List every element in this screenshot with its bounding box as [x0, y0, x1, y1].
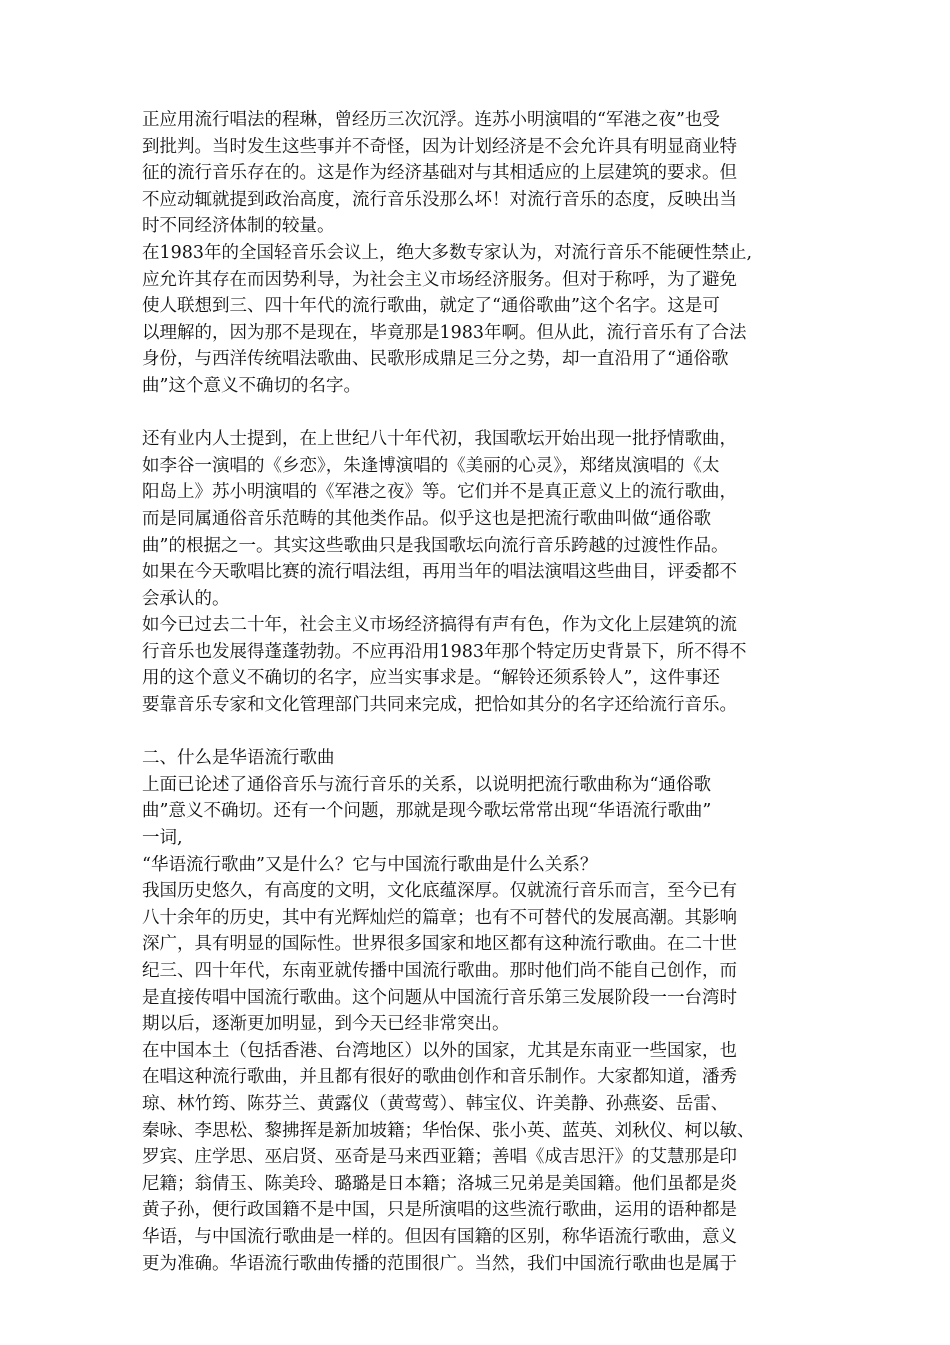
text-line: 阳岛上》苏小明演唱的《军港之夜》等。它们并不是真正意义上的流行歌曲，: [142, 482, 737, 503]
text-line: 秦咏、李思松、黎拂挥是新加坡籍；华怡保、张小英、蓝英、刘秋仪、柯以敏、: [142, 1120, 755, 1141]
text-line: 是直接传唱中国流行歌曲。这个问题从中国流行音乐第三发展阶段一一台湾时: [142, 987, 737, 1008]
text-line: 华语，与中国流行歌曲是一样的。但因有国籍的区别，称华语流行歌曲，意义: [142, 1226, 737, 1247]
text-line: 用的这个意义不确切的名字，应当实事求是。“解铃还须系铃人”，这件事还: [142, 668, 720, 689]
text-line: 使人联想到三、四十年代的流行歌曲，就定了“通俗歌曲”这个名字。这是可: [142, 296, 720, 317]
text-line: 纪三、四十年代，东南亚就传播中国流行歌曲。那时他们尚不能自己创作，而: [142, 961, 737, 981]
text-line: 而是同属通俗音乐范畴的其他类作品。似乎这也是把流行歌曲叫做“通俗歌: [142, 508, 711, 529]
text-line: 期以后，逐渐更加明显，到今天已经非常突出。: [142, 1014, 510, 1035]
text-line: 正应用流行唱法的程琳，曾经历三次沉浮。连苏小明演唱的“军港之夜”也受: [142, 110, 720, 130]
text-line: 应允许其存在而因势利导，为社会主义市场经济服务。但对于称呼，为了避免: [142, 269, 737, 290]
text-line: 时不同经济体制的较量。: [142, 216, 335, 237]
text-line: 一词,: [142, 828, 183, 849]
section-heading: 二、什么是华语流行歌曲: [142, 748, 335, 769]
text-line: 尼籍；翁倩玉、陈美玲、璐璐是日本籍；洛城三兄弟是美国籍。他们虽都是炎: [142, 1173, 737, 1194]
body-text: [142, 107, 822, 1277]
text-line: 罗宾、庄学思、巫启贤、巫奇是马来西亚籍；善唱《成吉思汗》的艾慧那是印: [142, 1147, 737, 1168]
text-line: 要靠音乐专家和文化管理部门共同来完成，把恰如其分的名字还给流行音乐。: [142, 695, 737, 716]
text-line: 以理解的，因为那不是现在，毕竟那是1983年啊。但从此，流行音乐有了合法: [142, 322, 747, 343]
text-line: 在1983年的全国轻音乐会议上，绝大多数专家认为，对流行音乐不能硬性禁止,: [142, 242, 753, 263]
text-line: 会承认的。: [142, 588, 230, 609]
text-line: 曲”意义不确切。还有一个问题，那就是现今歌坛常常出现“华语流行歌曲”: [142, 801, 712, 822]
paragraph-gap: [142, 400, 822, 427]
text-line: 在中国本土（包括香港、台湾地区）以外的国家，尤其是东南亚一些国家，也: [142, 1040, 737, 1061]
text-line: 曲”这个意义不确切的名字。: [142, 375, 361, 396]
text-line: 我国历史悠久，有高度的文明，文化底蕴深厚。仅就流行音乐而言，至今已有: [142, 881, 737, 902]
text-line: 曲”的根据之一。其实这些歌曲只是我国歌坛向流行音乐跨越的过渡性作品。: [142, 535, 729, 556]
text-line: 如今已过去二十年，社会主义市场经济搞得有声有色，作为文化上层建筑的流: [142, 615, 737, 636]
text-line: 身份，与西洋传统唱法歌曲、民歌形成鼎足三分之势，却一直沿用了“通俗歌: [142, 349, 729, 370]
text-line: 如李谷一演唱的《乡恋》，朱逢博演唱的《美丽的心灵》，郑绪岚演唱的《太: [142, 455, 720, 476]
text-line: 在唱这种流行歌曲，并且都有很好的歌曲创作和音乐制作。大家都知道，潘秀: [142, 1067, 737, 1088]
text-line: 深广，具有明显的国际性。世界很多国家和地区都有这种流行歌曲。在二十世: [142, 934, 737, 955]
text-line: 琼、林竹筠、陈芬兰、黄露仪（黄莺莺）、韩宝仪、许美静、孙燕姿、岳雷、: [142, 1093, 729, 1114]
text-line: 到批判。当时发生这些事并不奇怪，因为计划经济是不会允许具有明显商业特: [142, 136, 737, 157]
text-line: 八十余年的历史，其中有光辉灿烂的篇章；也有不可替代的发展高潮。其影响: [142, 907, 737, 928]
paragraph-gap: [142, 719, 822, 746]
text-line: 如果在今天歌唱比赛的流行唱法组，再用当年的唱法演唱这些曲目，评委都不: [142, 562, 737, 583]
text-line: “华语流行歌曲”又是什么？它与中国流行歌曲是什么关系？: [142, 854, 598, 875]
text-line: 黄子孙，便行政国籍不是中国，只是所演唱的这些流行歌曲，运用的语种都是: [142, 1200, 737, 1221]
text-line: 还有业内人士提到，在上世纪八十年代初，我国歌坛开始出现一批抒情歌曲，: [142, 429, 737, 450]
text-line: 更为准确。华语流行歌曲传播的范围很广。当然，我们中国流行歌曲也是属于: [142, 1253, 737, 1274]
text-line: 征的流行音乐存在的。这是作为经济基础对与其相适应的上层建筑的要求。但: [142, 163, 737, 184]
text-line: 不应动辄就提到政治高度，流行音乐没那么坏！对流行音乐的态度，反映出当: [142, 189, 737, 210]
text-line: 行音乐也发展得蓬蓬勃勃。不应再沿用1983年那个特定历史背景下，所不得不: [142, 641, 747, 662]
text-line: 上面已论述了通俗音乐与流行音乐的关系，以说明把流行歌曲称为“通俗歌: [142, 774, 711, 795]
